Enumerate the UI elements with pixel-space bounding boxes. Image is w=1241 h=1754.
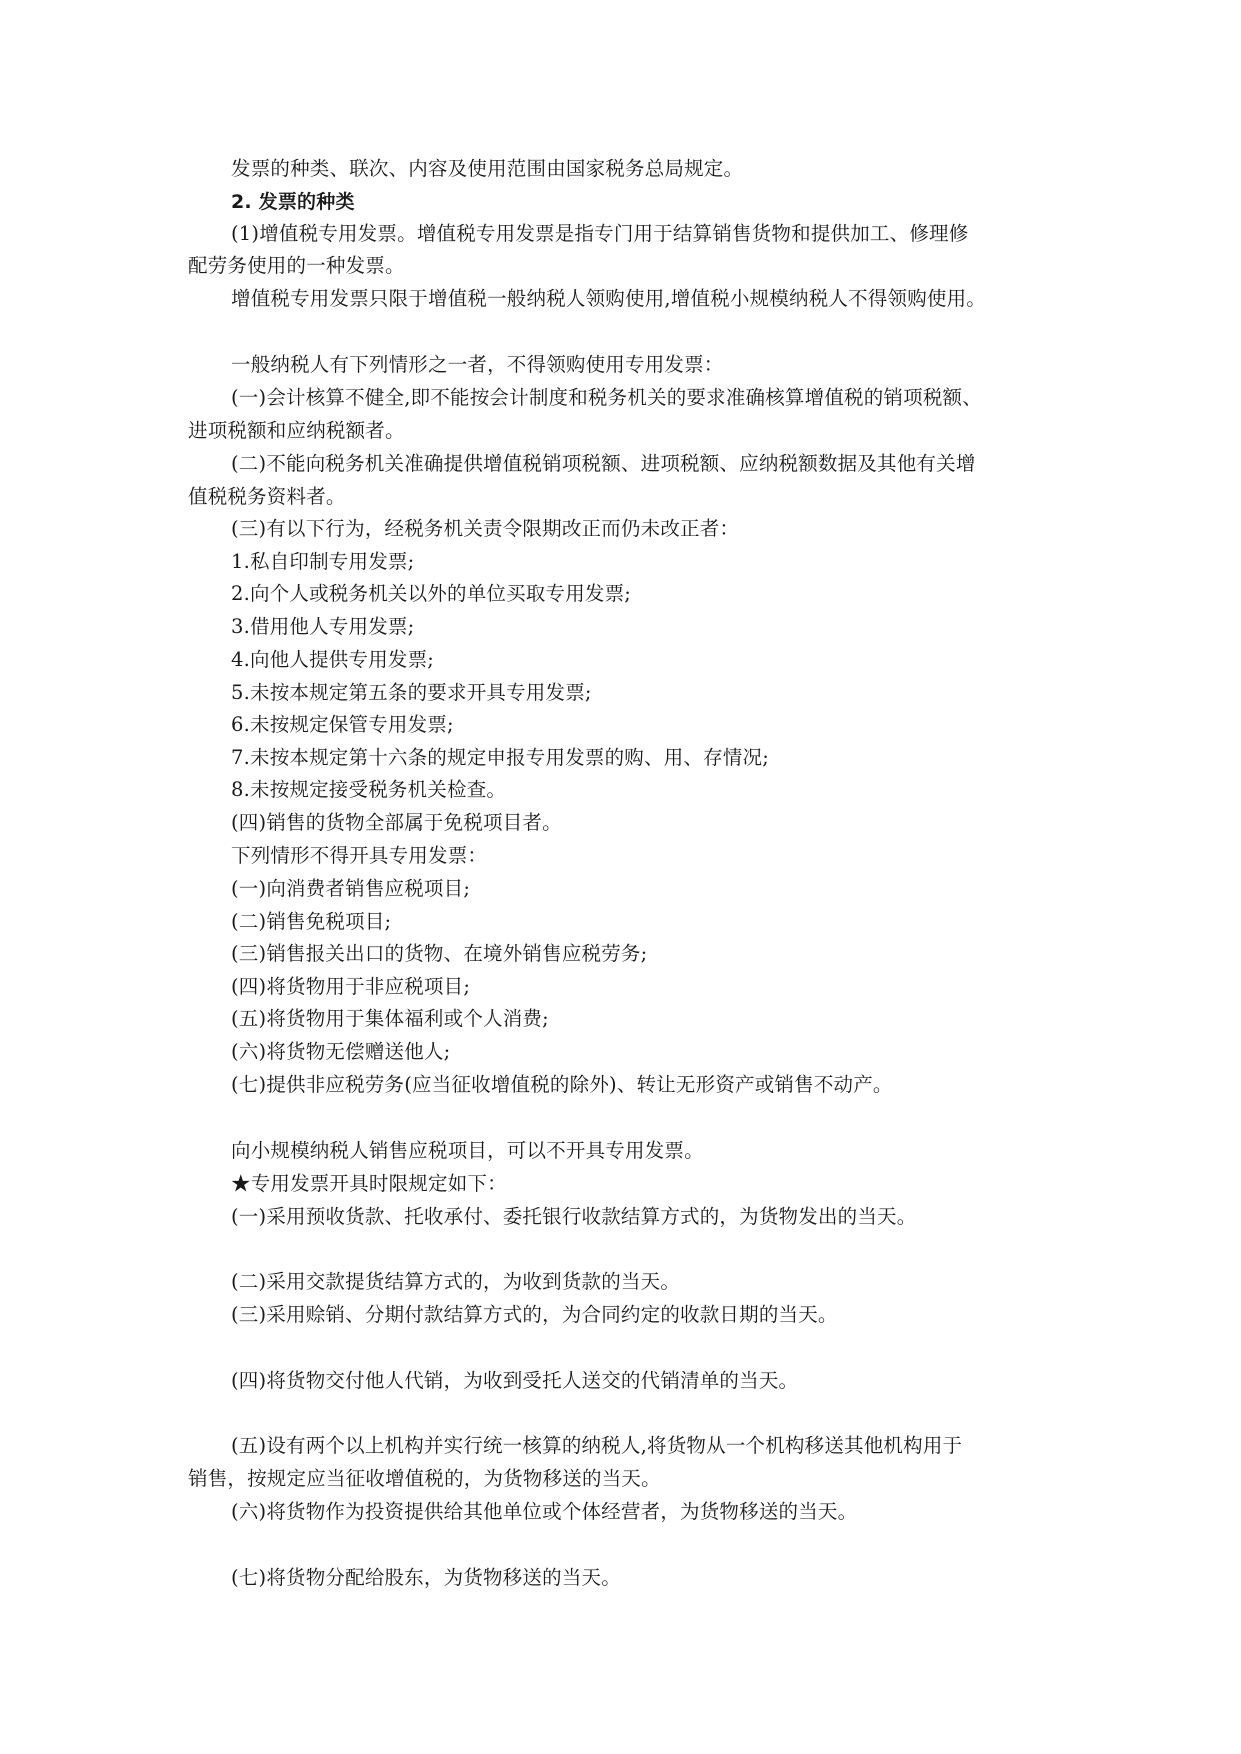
- list-item: (四)将货物交付他人代销，为收到受托人送交的代销清单的当天。: [231, 1369, 799, 1392]
- paragraph-line: (三)有以下行为，经税务机关责令限期改正而仍未改正者：: [231, 517, 740, 540]
- paragraph-line: 一般纳税人有下列情形之一者，不得领购使用专用发票：: [231, 353, 724, 376]
- list-item: 3.借用他人专用发票;: [231, 615, 415, 638]
- list-item: (一)采用预收货款、托收承付、委托银行收款结算方式的，为货物发出的当天。: [231, 1205, 917, 1228]
- list-item: (六)将货物作为投资提供给其他单位或个体经营者，为货物移送的当天。: [231, 1500, 858, 1523]
- paragraph-line: (四)销售的货物全部属于免税项目者。: [231, 811, 562, 834]
- list-item: (二)销售免税项目;: [231, 910, 392, 933]
- list-item: (七)将货物分配给股东，为货物移送的当天。: [231, 1566, 621, 1589]
- paragraph-line: ★专用发票开具时限规定如下：: [231, 1172, 507, 1195]
- list-item: (三)销售报关出口的货物、在境外销售应税劳务;: [231, 942, 648, 965]
- paragraph-line: 值税税务资料者。: [188, 485, 346, 508]
- section-heading: 2. 发票的种类: [231, 191, 355, 213]
- list-item: (四)将货物用于非应税项目;: [231, 975, 471, 998]
- list-item: (五)设有两个以上机构并实行统一核算的纳税人,将货物从一个机构移送其他机构用于: [231, 1434, 963, 1457]
- paragraph-line: 向小规模纳税人销售应税项目，可以不开具专用发票。: [231, 1139, 704, 1162]
- paragraph-line: (1)增值税专用发票。增值税专用发票是指专门用于结算销售货物和提供加工、修理修: [231, 222, 969, 245]
- list-item: (三)采用赊销、分期付款结算方式的，为合同约定的收款日期的当天。: [231, 1303, 838, 1326]
- list-item: (七)提供非应税劳务(应当征收增值税的除外)、转让无形资产或销售不动产。: [231, 1073, 893, 1096]
- list-item: 8.未按规定接受税务机关检查。: [231, 778, 507, 801]
- list-item: (六)将货物无偿赠送他人;: [231, 1040, 451, 1063]
- list-item: 4.向他人提供专用发票;: [231, 648, 435, 671]
- list-item: (二)采用交款提货结算方式的，为收到货款的当天。: [231, 1270, 681, 1293]
- paragraph-line: 增值税专用发票只限于增值税一般纳税人领购使用,增值税小规模纳税人不得领购使用。: [231, 287, 986, 310]
- list-item: 2.向个人或税务机关以外的单位买取专用发票;: [231, 582, 632, 605]
- paragraph-line: 配劳务使用的一种发票。: [188, 254, 405, 277]
- list-item: 7.未按本规定第十六条的规定申报专用发票的购、用、存情况;: [231, 746, 769, 769]
- paragraph-line: (一)会计核算不健全,即不能按会计制度和税务机关的要求准确核算增值税的销项税额、: [231, 386, 982, 409]
- list-item: (一)向消费者销售应税项目;: [231, 877, 471, 900]
- paragraph-line: 下列情形不得开具专用发票：: [231, 844, 488, 867]
- paragraph-line: (二)不能向税务机关准确提供增值税销项税额、进项税额、应纳税额数据及其他有关增: [231, 452, 976, 475]
- list-item: 6.未按规定保管专用发票;: [231, 713, 454, 736]
- paragraph-line: 进项税额和应纳税额者。: [188, 419, 405, 442]
- list-item: 5.未按本规定第五条的要求开具专用发票;: [231, 681, 592, 704]
- list-item: (五)将货物用于集体福利或个人消费;: [231, 1007, 549, 1030]
- list-item: 1.私自印制专用发票;: [231, 550, 415, 573]
- paragraph-line: 发票的种类、联次、内容及使用范围由国家税务总局规定。: [231, 157, 744, 180]
- paragraph-line: 销售，按规定应当征收增值税的，为货物移送的当天。: [188, 1467, 661, 1490]
